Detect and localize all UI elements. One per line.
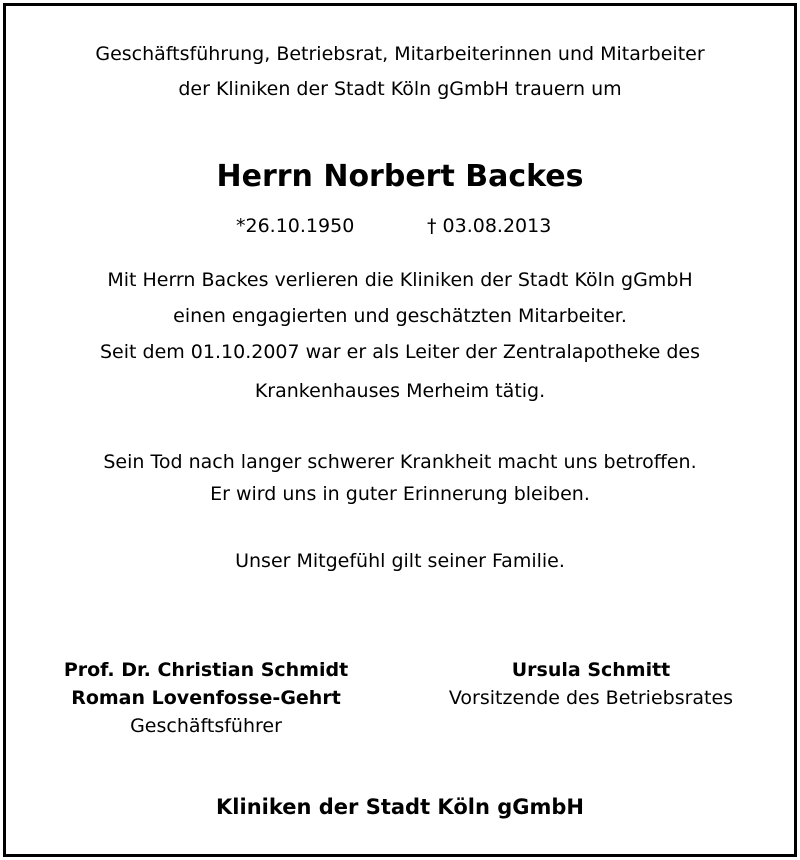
signatory-name-2: Roman Lovenfosse-Gehrt (71, 687, 341, 709)
organization-name: Kliniken der Stadt Köln gGmbH (216, 795, 584, 819)
signatory-role-right: Vorsitzende des Betriebsrates (448, 687, 734, 709)
body-p1-line-3: Seit dem 01.10.2007 war er als Leiter der Zentralapotheke des (99, 341, 701, 363)
birth-date: *26.10.1950 (236, 215, 355, 237)
body-p1-line-2: einen engagierten und geschätzten Mitarbeiter. (173, 305, 627, 327)
body-p1-line-1: Mit Herrn Backes verlieren die Kliniken der Stadt Köln gGmbH (107, 269, 693, 291)
signatory-name-3: Ursula Schmitt (511, 659, 671, 681)
signatory-role-left: Geschäftsführer (130, 715, 282, 737)
intro-line-1: Geschäftsführung, Betriebsrat, Mitarbeiterinnen und Mitarbeiter (95, 43, 705, 65)
body-p2-line-2: Er wird uns in guter Erinnerung bleiben. (210, 483, 590, 505)
body-p1-line-4: Krankenhauses Merheim tätig. (254, 380, 546, 402)
signature-left (46, 656, 366, 740)
deceased-name: Herrn Norbert Backes (216, 159, 584, 194)
death-date: † 03.08.2013 (427, 215, 552, 237)
signature-right (430, 656, 752, 712)
intro-line-2: der Kliniken der Stadt Köln gGmbH trauern um (178, 78, 622, 100)
body-p3-line: Unser Mitgefühl gilt seiner Familie. (235, 550, 565, 572)
signatory-name-1: Prof. Dr. Christian Schmidt (63, 659, 349, 681)
body-p2-line-1: Sein Tod nach langer schwerer Krankheit macht uns betroffen. (103, 451, 697, 473)
